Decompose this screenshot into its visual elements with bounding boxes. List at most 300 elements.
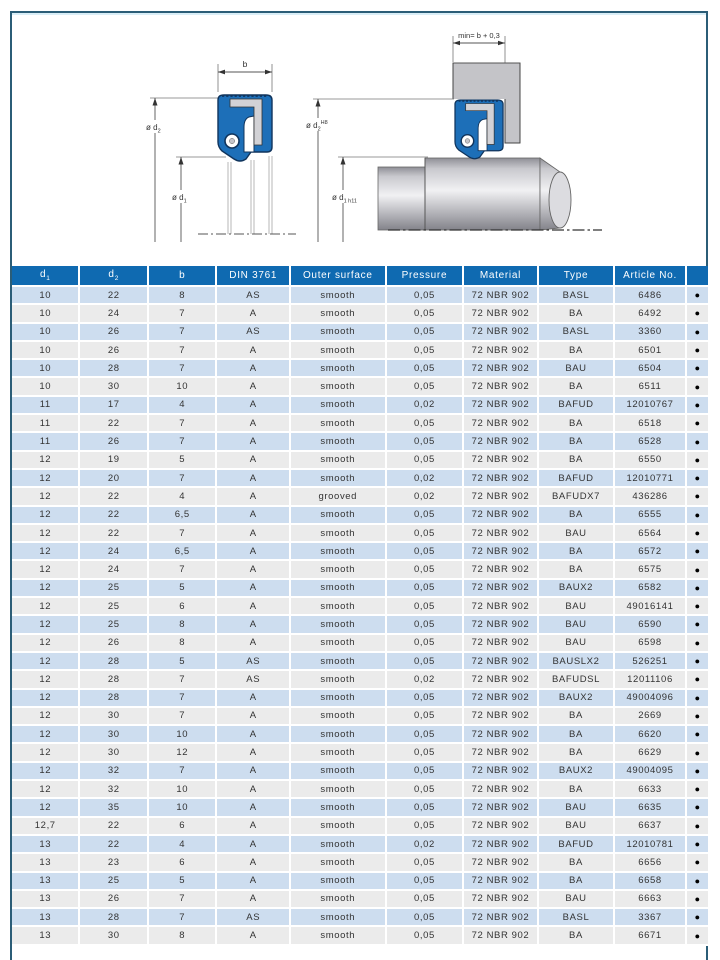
table-row [12,927,708,945]
table-row [12,470,708,488]
table-cell: BAU [539,818,616,836]
column-header: Outer surface [291,266,387,287]
table-cell: A [217,818,291,836]
table-cell: 6582 [615,580,687,598]
table-cell: A [217,378,291,396]
table-cell: 4 [149,836,217,854]
table-cell: 0,05 [387,525,465,543]
table-cell: 13 [12,873,80,891]
table-cell: BA [539,708,616,726]
table-cell: smooth [291,452,387,470]
table-cell: 26 [80,324,148,342]
table-cell: A [217,616,291,634]
table-cell: 6550 [615,452,687,470]
table-cell: 0,02 [387,488,465,506]
table-cell: 30 [80,744,148,762]
table-cell: 8 [149,635,217,653]
availability-bullet: ● [687,799,708,817]
table-cell: 30 [80,378,148,396]
table-cell: smooth [291,397,387,415]
availability-bullet: ● [687,653,708,671]
table-cell: 0,05 [387,726,465,744]
availability-bullet: ● [687,818,708,836]
table-cell: 6511 [615,378,687,396]
table-cell: 22 [80,287,148,305]
table-cell: 5 [149,452,217,470]
table-cell: 11 [12,433,80,451]
table-cell: 6,5 [149,543,217,561]
table-cell: 72 NBR 902 [464,470,539,488]
table-row [12,397,708,415]
table-cell: A [217,397,291,415]
table-cell: 11 [12,415,80,433]
table-cell: 10 [149,378,217,396]
table-cell: 6 [149,598,217,616]
table-cell: A [217,873,291,891]
table-cell: 12 [12,799,80,817]
table-cell: BAFUD [539,470,616,488]
table-cell: 72 NBR 902 [464,708,539,726]
table-cell: 12010767 [615,397,687,415]
table-cell: 13 [12,927,80,945]
table-cell: 6658 [615,873,687,891]
availability-bullet: ● [687,543,708,561]
table-cell: 72 NBR 902 [464,397,539,415]
table-header-row [12,266,708,287]
availability-bullet: ● [687,378,708,396]
availability-bullet: ● [687,763,708,781]
table-cell: AS [217,324,291,342]
table-cell: 12 [12,580,80,598]
table-cell: smooth [291,360,387,378]
availability-bullet: ● [687,360,708,378]
table-cell: 19 [80,452,148,470]
table-cell: 0,05 [387,305,465,323]
table-cell: smooth [291,342,387,360]
table-row [12,799,708,817]
table-row [12,653,708,671]
table-cell: 12010781 [615,836,687,854]
table-cell: 28 [80,671,148,689]
table-row [12,561,708,579]
table-cell: A [217,470,291,488]
table-cell: 28 [80,690,148,708]
table-cell: 0,05 [387,818,465,836]
table-cell: 10 [12,305,80,323]
table-cell: smooth [291,507,387,525]
availability-bullet: ● [687,433,708,451]
table-row [12,744,708,762]
table-cell: 0,05 [387,653,465,671]
table-cell: 3367 [615,909,687,927]
table-cell: BA [539,561,616,579]
table-row [12,433,708,451]
table-cell: 0,05 [387,909,465,927]
table-row [12,726,708,744]
table-cell: 0,05 [387,891,465,909]
table-cell: 0,05 [387,927,465,945]
table-cell: 6663 [615,891,687,909]
availability-bullet: ● [687,616,708,634]
table-cell: 28 [80,360,148,378]
column-header: DIN 3761 [217,266,291,287]
table-cell: 6635 [615,799,687,817]
table-row [12,525,708,543]
table-cell: 526251 [615,653,687,671]
table-cell: 7 [149,561,217,579]
table-cell: BA [539,507,616,525]
table-cell: 7 [149,708,217,726]
table-cell: 22 [80,836,148,854]
table-cell: 12 [12,452,80,470]
table-cell: 3360 [615,324,687,342]
table-cell: 0,05 [387,635,465,653]
availability-bullet: ● [687,415,708,433]
availability-bullet: ● [687,873,708,891]
table-cell: 28 [80,909,148,927]
table-cell: 7 [149,470,217,488]
availability-bullet: ● [687,690,708,708]
table-cell: smooth [291,854,387,872]
table-cell: 72 NBR 902 [464,653,539,671]
table-cell: BAFUDSL [539,671,616,689]
table-cell: 0,05 [387,598,465,616]
dim-d1-label: ø $d_1$ [172,193,187,205]
column-header: b [149,266,217,287]
table-cell: BA [539,415,616,433]
table-cell: BA [539,342,616,360]
table-cell: 72 NBR 902 [464,287,539,305]
table-cell: A [217,433,291,451]
table-cell: 72 NBR 902 [464,452,539,470]
table-cell: smooth [291,305,387,323]
table-cell: 6590 [615,616,687,634]
availability-bullet: ● [687,708,708,726]
table-cell: 72 NBR 902 [464,891,539,909]
table-cell: smooth [291,324,387,342]
table-cell: 6572 [615,543,687,561]
table-cell: 24 [80,305,148,323]
table-cell: 12 [12,616,80,634]
table-cell: 7 [149,360,217,378]
table-cell: 0,05 [387,708,465,726]
table-cell: 2669 [615,708,687,726]
table-cell: 49016141 [615,598,687,616]
availability-bullet: ● [687,324,708,342]
dim-d2-label: ø $d_2$ [146,123,161,135]
table-row [12,543,708,561]
table-cell: 22 [80,818,148,836]
table-cell: smooth [291,690,387,708]
table-cell: 7 [149,690,217,708]
table-cell: A [217,580,291,598]
table-cell: 26 [80,433,148,451]
table-cell: 0,05 [387,324,465,342]
table-cell: 13 [12,836,80,854]
table-cell: A [217,635,291,653]
table-cell: smooth [291,763,387,781]
table-cell: 8 [149,616,217,634]
table-cell: 72 NBR 902 [464,580,539,598]
table-cell: 6671 [615,927,687,945]
table-cell: 7 [149,305,217,323]
table-cell: 0,05 [387,452,465,470]
table-cell: 22 [80,488,148,506]
table-cell: 49004096 [615,690,687,708]
table-cell: smooth [291,598,387,616]
availability-bullet: ● [687,854,708,872]
table-row [12,415,708,433]
table-cell: 12 [12,561,80,579]
table-cell: BAUX2 [539,580,616,598]
table-cell: 12 [149,744,217,762]
table-cell: 72 NBR 902 [464,799,539,817]
table-cell: 26 [80,891,148,909]
availability-bullet: ● [687,342,708,360]
table-cell: 6,5 [149,507,217,525]
table-cell: 17 [80,397,148,415]
table-cell: BASL [539,324,616,342]
column-header: Type [539,266,616,287]
table-cell: 26 [80,342,148,360]
column-header: Pressure [387,266,465,287]
table-cell: smooth [291,708,387,726]
table-cell: 7 [149,909,217,927]
table-cell: 5 [149,580,217,598]
table-cell: 0,02 [387,397,465,415]
table-cell: 4 [149,488,217,506]
availability-bullet: ● [687,488,708,506]
table-row [12,507,708,525]
seal-profile [218,95,272,161]
table-cell: 0,05 [387,433,465,451]
table-cell: BAU [539,799,616,817]
table-cell: 7 [149,891,217,909]
table-row [12,635,708,653]
table-cell: BA [539,378,616,396]
table-cell: A [217,415,291,433]
availability-bullet: ● [687,525,708,543]
table-cell: 8 [149,287,217,305]
table-cell: 72 NBR 902 [464,488,539,506]
table-cell: BAFUD [539,397,616,415]
table-cell: A [217,891,291,909]
table-cell: 72 NBR 902 [464,342,539,360]
table-cell: BA [539,726,616,744]
table-cell: smooth [291,287,387,305]
table-cell: 20 [80,470,148,488]
table-cell: AS [217,287,291,305]
table-cell: 6492 [615,305,687,323]
table-cell: smooth [291,927,387,945]
availability-bullet: ● [687,452,708,470]
table-cell: smooth [291,836,387,854]
catalog-table-body [12,287,708,946]
table-row [12,287,708,305]
dim-b-label: b [242,59,248,69]
table-cell: A [217,854,291,872]
table-row [12,891,708,909]
table-cell: A [217,488,291,506]
table-cell: 10 [149,781,217,799]
table-cell: BAFUDX7 [539,488,616,506]
table-cell: 12 [12,763,80,781]
table-cell: 6528 [615,433,687,451]
table-cell: BAU [539,635,616,653]
table-row [12,342,708,360]
availability-bullet: ● [687,635,708,653]
table-cell: BAU [539,360,616,378]
table-cell: 0,05 [387,873,465,891]
table-cell: 436286 [615,488,687,506]
table-cell: 10 [12,360,80,378]
table-cell: BAFUD [539,836,616,854]
table-cell: A [217,781,291,799]
table-cell: 72 NBR 902 [464,635,539,653]
table-cell: A [217,598,291,616]
table-cell: 0,05 [387,342,465,360]
table-cell: A [217,305,291,323]
table-cell: A [217,507,291,525]
table-cell: 6486 [615,287,687,305]
table-cell: AS [217,653,291,671]
catalog-table [12,266,708,946]
table-cell: A [217,360,291,378]
table-cell: 0,05 [387,561,465,579]
column-header [687,266,708,287]
table-cell: 0,05 [387,507,465,525]
table-row [12,305,708,323]
table-cell: 0,05 [387,378,465,396]
table-cell: 72 NBR 902 [464,726,539,744]
availability-bullet: ● [687,726,708,744]
table-cell: BAUSLX2 [539,653,616,671]
table-cell: 30 [80,726,148,744]
table-cell: 12 [12,470,80,488]
column-header: Article No. [615,266,687,287]
availability-bullet: ● [687,836,708,854]
table-cell: BA [539,854,616,872]
table-cell: grooved [291,488,387,506]
availability-bullet: ● [687,305,708,323]
table-cell: 72 NBR 902 [464,763,539,781]
table-cell: BA [539,433,616,451]
table-cell: A [217,452,291,470]
table-cell: smooth [291,671,387,689]
table-cell: 6575 [615,561,687,579]
table-row [12,360,708,378]
table-cell: 12 [12,488,80,506]
table-cell: 12 [12,507,80,525]
table-cell: smooth [291,561,387,579]
table-row [12,781,708,799]
table-row [12,708,708,726]
table-cell: A [217,927,291,945]
table-cell: 13 [12,909,80,927]
table-cell: 49004095 [615,763,687,781]
table-row [12,452,708,470]
table-cell: 7 [149,433,217,451]
table-cell: 72 NBR 902 [464,561,539,579]
table-cell: smooth [291,744,387,762]
availability-bullet: ● [687,744,708,762]
technical-diagrams [0,0,720,262]
table-cell: smooth [291,543,387,561]
dim-d2-h8-label: ø $d_2^{H8}$ [306,120,328,133]
table-row [12,873,708,891]
table-cell: BAUX2 [539,690,616,708]
table-row [12,488,708,506]
table-cell: smooth [291,891,387,909]
table-cell: 22 [80,415,148,433]
table-cell: 35 [80,799,148,817]
table-cell: smooth [291,616,387,634]
table-cell: 0,05 [387,616,465,634]
table-cell: 22 [80,525,148,543]
table-row [12,854,708,872]
table-cell: 10 [12,342,80,360]
availability-bullet: ● [687,580,708,598]
table-cell: 0,05 [387,287,465,305]
table-cell: A [217,763,291,781]
table-cell: 72 NBR 902 [464,781,539,799]
table-cell: AS [217,909,291,927]
table-cell: 28 [80,653,148,671]
table-cell: 12 [12,690,80,708]
table-cell: 0,02 [387,470,465,488]
table-cell: 11 [12,397,80,415]
availability-bullet: ● [687,507,708,525]
table-cell: 72 NBR 902 [464,854,539,872]
table-cell: 72 NBR 902 [464,433,539,451]
availability-bullet: ● [687,781,708,799]
table-cell: 0,05 [387,690,465,708]
table-cell: 13 [12,854,80,872]
table-cell: 12 [12,598,80,616]
table-cell: A [217,708,291,726]
table-cell: 22 [80,507,148,525]
availability-bullet: ● [687,287,708,305]
table-cell: BAU [539,891,616,909]
table-cell: 72 NBR 902 [464,671,539,689]
table-row [12,616,708,634]
table-cell: smooth [291,818,387,836]
table-cell: 12010771 [615,470,687,488]
table-cell: BA [539,543,616,561]
table-cell: smooth [291,378,387,396]
table-cell: smooth [291,799,387,817]
table-row [12,378,708,396]
table-cell: A [217,543,291,561]
table-cell: 0,05 [387,799,465,817]
table-cell: BAU [539,525,616,543]
table-cell: 12 [12,653,80,671]
table-cell: 0,05 [387,580,465,598]
table-cell: 25 [80,873,148,891]
table-cell: 0,02 [387,836,465,854]
table-cell: AS [217,671,291,689]
table-cell: smooth [291,873,387,891]
table-cell: smooth [291,653,387,671]
table-row [12,836,708,854]
table-cell: 72 NBR 902 [464,690,539,708]
table-cell: 23 [80,854,148,872]
table-cell: 6 [149,854,217,872]
table-cell: 32 [80,763,148,781]
availability-bullet: ● [687,397,708,415]
table-cell: 6633 [615,781,687,799]
table-cell: BA [539,927,616,945]
